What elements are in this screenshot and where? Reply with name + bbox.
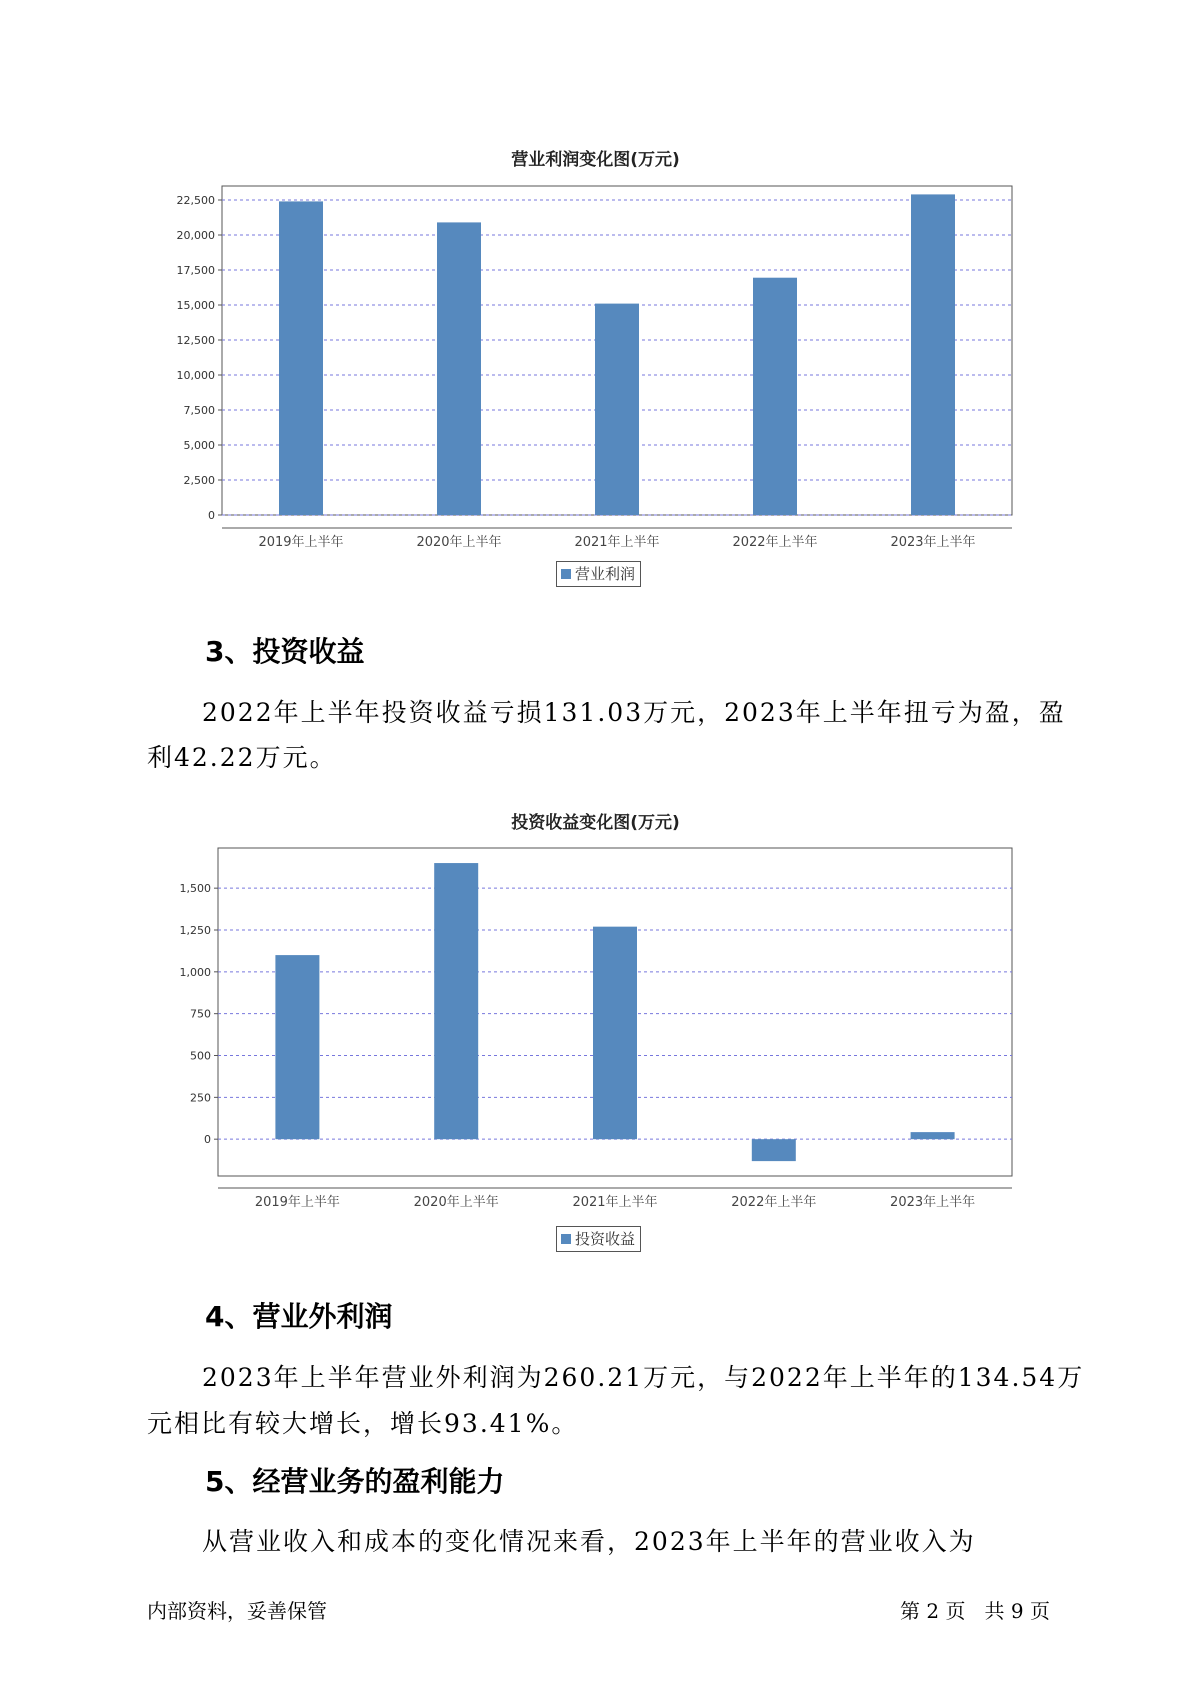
chart1-legend [556,561,641,587]
x-tick-label: 2020年上半年 [416,535,502,550]
section3-line1: 2022年上半年投资收益亏损131.03万元，2023年上半年扭亏为盈，盈 [202,698,1066,727]
section4-heading: 4、营业外利润 [205,1300,393,1333]
chart1-title: 营业利润变化图(万元) [511,150,680,170]
chart2-legend-label: 投资收益 [575,1230,636,1248]
y-tick-label: 15,000 [176,299,215,312]
bar [279,201,323,515]
y-tick-label: 20,000 [176,229,215,242]
bar [911,194,955,515]
y-tick-label: 750 [190,1007,211,1021]
footer-page-number: 第 2 页 共 9 页 [900,1599,1050,1623]
legend-swatch-icon [561,569,571,579]
legend-swatch-icon [561,1234,571,1244]
bar [752,1139,796,1161]
bar [595,304,639,515]
y-tick-label: 7,500 [183,404,215,417]
x-tick-label: 2023年上半年 [890,1195,976,1210]
bar [753,278,797,515]
section4-line2: 元相比有较大增长，增长93.41%。 [147,1409,579,1438]
bar [275,955,319,1139]
y-tick-label: 1,500 [179,882,211,896]
bar [911,1132,955,1139]
x-tick-label: 2022年上半年 [731,1195,817,1210]
x-tick-label: 2021年上半年 [574,535,660,550]
y-tick-label: 2,500 [183,474,215,487]
y-tick-label: 1,250 [179,924,211,937]
y-tick-label: 5,000 [183,439,215,452]
x-tick-label: 2019年上半年 [258,535,344,550]
footer-confidential: 内部资料，妥善保管 [147,1599,327,1623]
x-tick-label: 2022年上半年 [732,535,818,550]
operating-profit-chart [0,178,1191,558]
y-tick-label: 500 [190,1049,211,1063]
y-tick-label: 0 [204,1133,211,1147]
chart1-legend-label: 营业利润 [575,565,636,583]
bar [437,222,481,515]
y-tick-label: 12,500 [176,334,215,347]
section3-line2: 利42.22万元。 [147,743,337,772]
bar [434,863,478,1139]
chart2-legend [556,1226,641,1252]
investment-income-chart [0,842,1191,1222]
y-tick-label: 1,000 [179,965,211,979]
x-tick-label: 2021年上半年 [572,1195,658,1210]
chart2-title: 投资收益变化图(万元) [511,813,680,833]
x-tick-label: 2020年上半年 [413,1195,499,1210]
section3-heading: 3、投资收益 [205,635,365,668]
bar [593,927,637,1140]
y-tick-label: 10,000 [176,369,215,382]
section4-line1: 2023年上半年营业外利润为260.21万元，与2022年上半年的134.54万 [202,1363,1085,1392]
section5-line1: 从营业收入和成本的变化情况来看，2023年上半年的营业收入为 [202,1527,976,1556]
y-tick-label: 17,500 [176,264,215,277]
y-tick-label: 0 [208,509,215,522]
section5-heading: 5、经营业务的盈利能力 [205,1465,505,1498]
y-tick-label: 22,500 [176,194,215,207]
x-tick-label: 2019年上半年 [254,1195,340,1210]
x-tick-label: 2023年上半年 [890,535,976,550]
y-tick-label: 250 [190,1091,211,1105]
